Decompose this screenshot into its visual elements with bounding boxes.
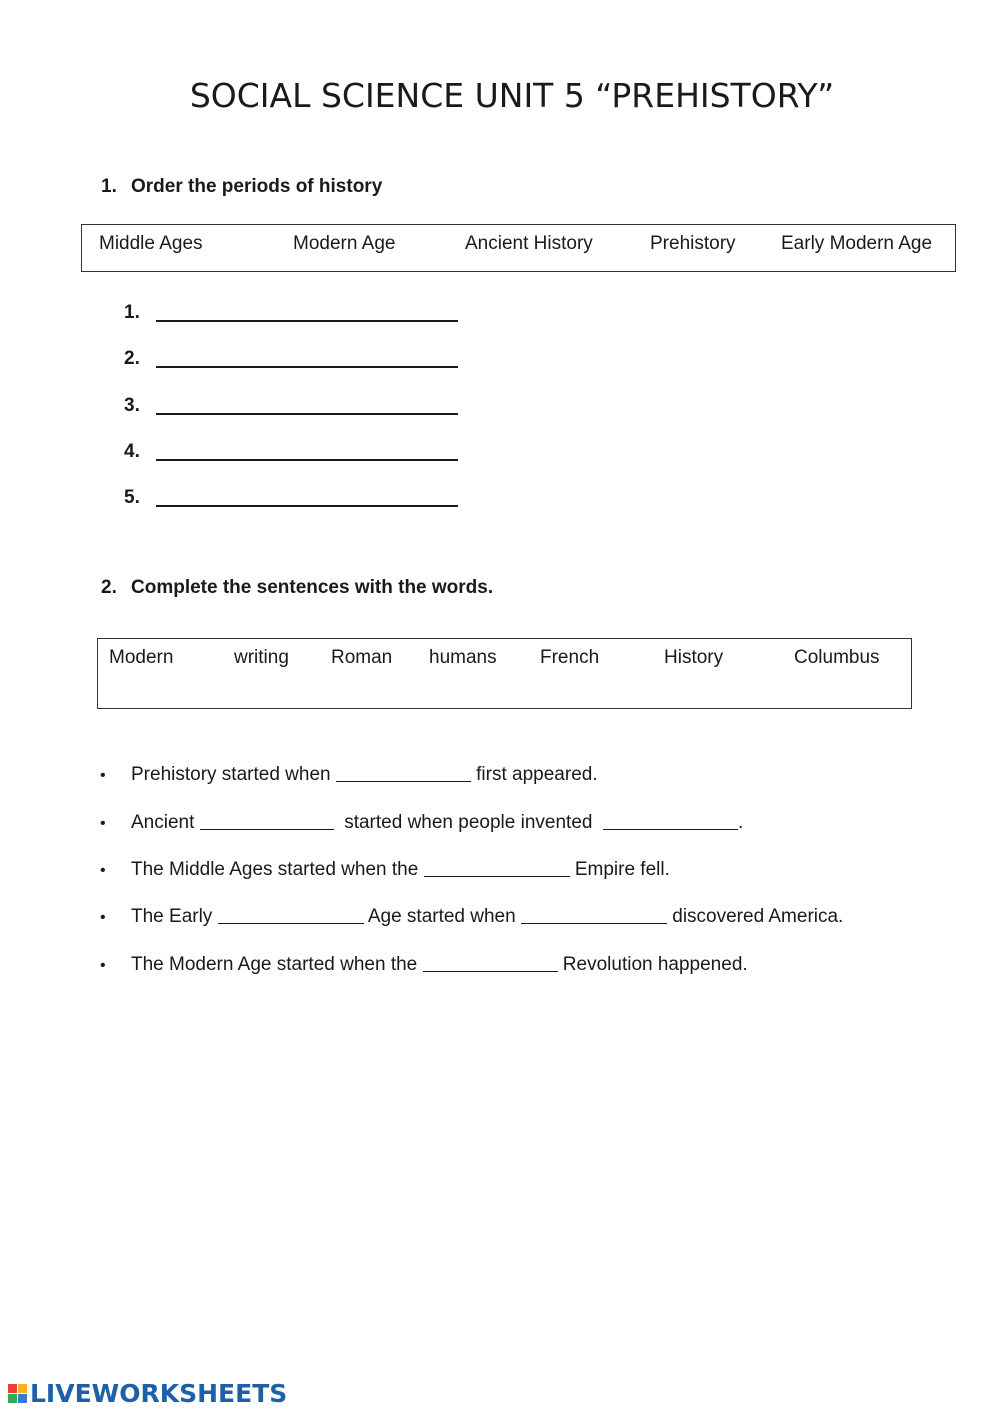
exercise-2-number: 2. <box>101 577 117 598</box>
liveworksheets-logo[interactable] <box>8 1378 287 1408</box>
sentence-text: Revolution happened. <box>557 954 748 975</box>
order-answer-number: 2. <box>124 348 140 369</box>
bullet: • <box>100 909 106 926</box>
order-answer-blank[interactable] <box>156 300 458 322</box>
word-bank-item[interactable]: Prehistory <box>650 233 736 254</box>
order-answer-blank[interactable] <box>156 346 458 368</box>
sentence-text: discovered America. <box>666 906 844 927</box>
sentence-text: Age started when <box>363 906 521 927</box>
fill-blank[interactable] <box>423 955 558 972</box>
word-bank-item[interactable]: French <box>540 647 600 668</box>
order-answer-row <box>124 300 458 324</box>
sentence-text: The Middle Ages started when the <box>131 859 424 880</box>
sentence-text: The Modern Age started when the <box>131 954 423 975</box>
logo-block <box>18 1384 27 1393</box>
logo-block <box>8 1384 17 1393</box>
fill-blank[interactable] <box>218 907 364 924</box>
fill-blank[interactable] <box>200 813 334 830</box>
sentence-1 <box>100 764 598 786</box>
sentence-text: Empire fell. <box>569 859 670 880</box>
sentence-text: first appeared. <box>470 764 598 785</box>
bullet: • <box>100 815 106 832</box>
logo-block <box>8 1394 17 1403</box>
order-answer-blank[interactable] <box>156 485 458 507</box>
bullet: • <box>100 767 106 784</box>
exercise-1-number: 1. <box>101 176 117 197</box>
sentence-text: Ancient <box>131 812 200 833</box>
fill-blank[interactable] <box>336 765 471 782</box>
word-bank-1 <box>81 224 956 272</box>
order-answer-number: 1. <box>124 302 140 323</box>
sentence-text: . <box>738 812 744 833</box>
word-bank-item[interactable]: Roman <box>331 647 393 668</box>
order-answer-blank[interactable] <box>156 393 458 415</box>
fill-blank[interactable] <box>603 813 738 830</box>
word-bank-item[interactable]: Early Modern Age <box>781 233 933 254</box>
sentence-5 <box>100 954 748 976</box>
fill-blank[interactable] <box>521 907 667 924</box>
sentence-4 <box>100 906 843 928</box>
word-bank-item[interactable]: writing <box>234 647 289 668</box>
logo-blocks-icon <box>8 1384 27 1403</box>
order-answer-number: 3. <box>124 395 140 416</box>
order-answer-number: 5. <box>124 487 140 508</box>
word-bank-item[interactable]: Middle Ages <box>99 233 203 254</box>
exercise-1-instruction: Order the periods of history <box>131 176 383 197</box>
order-answer-row <box>124 346 458 370</box>
order-answer-blank[interactable] <box>156 439 458 461</box>
word-bank-item[interactable]: Ancient History <box>465 233 593 254</box>
logo-brand-text: LIVEWORKSHEETS <box>30 1378 288 1408</box>
word-bank-item[interactable]: History <box>664 647 724 668</box>
word-bank-item[interactable]: Columbus <box>794 647 880 668</box>
word-bank-item[interactable]: Modern <box>109 647 174 668</box>
order-answer-number: 4. <box>124 441 140 462</box>
exercise-2-heading <box>101 577 493 599</box>
page-title: SOCIAL SCIENCE UNIT 5 “PREHISTORY” <box>189 76 835 115</box>
word-bank-item[interactable]: Modern Age <box>293 233 396 254</box>
exercise-2-instruction: Complete the sentences with the words. <box>131 577 494 598</box>
logo-block <box>18 1394 27 1403</box>
bullet: • <box>100 862 106 879</box>
fill-blank[interactable] <box>424 860 570 877</box>
sentence-text: started when people invented <box>333 812 604 833</box>
sentence-text: Prehistory started when <box>131 764 336 785</box>
sentence-3 <box>100 859 670 881</box>
sentence-text: The Early <box>131 906 218 927</box>
order-answer-row <box>124 393 458 417</box>
order-answer-row <box>124 485 458 509</box>
word-bank-item[interactable]: humans <box>429 647 497 668</box>
order-answer-row <box>124 439 458 463</box>
sentence-2 <box>100 812 743 834</box>
word-bank-2 <box>97 638 912 709</box>
exercise-1-heading <box>101 176 382 198</box>
bullet: • <box>100 957 106 974</box>
